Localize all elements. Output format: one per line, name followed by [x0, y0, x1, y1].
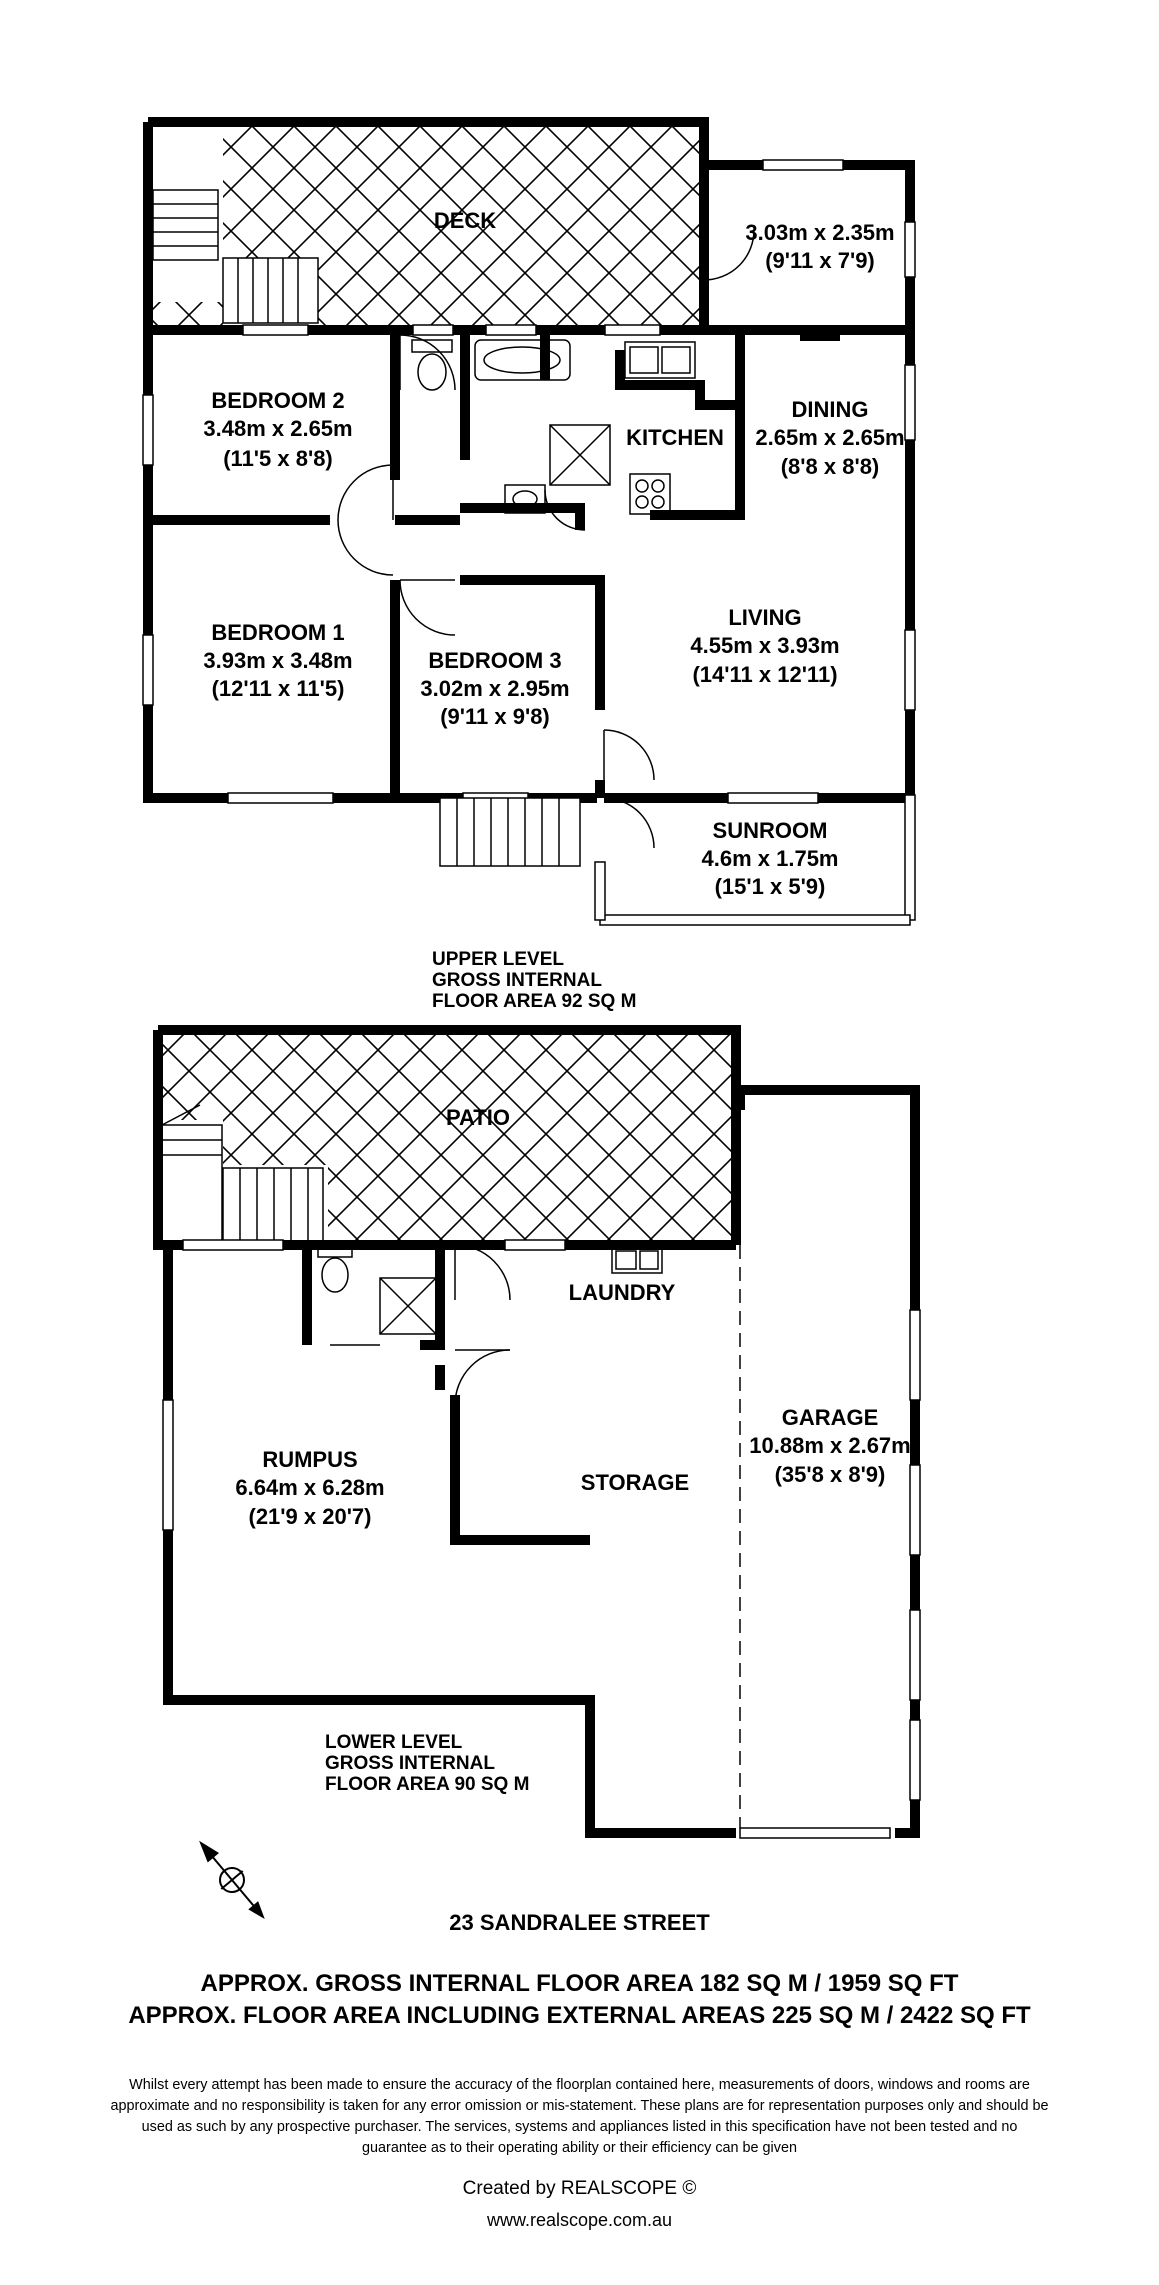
- storage-label: STORAGE: [580, 1470, 690, 1495]
- bedroom1-name: BEDROOM 1: [211, 620, 345, 645]
- bedroom2-dims: 3.48m x 2.65m: [203, 416, 353, 441]
- dining-name: DINING: [791, 397, 869, 422]
- room-top-right-dims: 3.03m x 2.35m: [745, 220, 895, 245]
- bedroom3-dims: 3.02m x 2.95m: [420, 676, 570, 701]
- bedroom2-imperial: (11'5 x 8'8): [223, 446, 333, 471]
- total-external-area: APPROX. FLOOR AREA INCLUDING EXTERNAL AREAS 225 SQ M / 2422 SQ FT: [128, 2002, 1031, 2029]
- lower-area-line1: LOWER LEVEL: [325, 1732, 463, 1753]
- dining-imperial: (8'8 x 8'8): [780, 454, 880, 479]
- living-imperial: (14'11 x 12'11): [692, 662, 838, 687]
- laundry-label: LAUNDRY: [568, 1280, 676, 1305]
- sunroom-name: SUNROOM: [712, 818, 828, 843]
- rumpus-imperial: (21'9 x 20'7): [248, 1504, 372, 1529]
- disclaimer-line: Whilst every attempt has been made to ensure the accuracy of the floorplan contained here, measurements of doors, windows and rooms are: [129, 2077, 1030, 2093]
- sunroom-dims: 4.6m x 1.75m: [701, 846, 839, 871]
- website-link[interactable]: www.realscope.com.au: [486, 2210, 673, 2230]
- address: 23 SANDRALEE STREET: [449, 1910, 710, 1935]
- disclaimer-line: used as such by any prospective purchaser. The services, systems and appliances listed in this specification have not been tested and no: [141, 2119, 1018, 2135]
- credit: Created by REALSCOPE ©: [462, 2178, 697, 2199]
- lower-level: [158, 1030, 920, 1838]
- bedroom3-imperial: (9'11 x 9'8): [440, 704, 550, 729]
- disclaimer: [0, 2075, 1159, 2159]
- deck-label: DECK: [433, 208, 497, 233]
- upper-area-line2: GROSS INTERNAL: [432, 970, 602, 991]
- living-dims: 4.55m x 3.93m: [690, 633, 840, 658]
- patio-label: PATIO: [446, 1105, 510, 1130]
- bedroom1-dims: 3.93m x 3.48m: [203, 648, 353, 673]
- upper-area-line1: UPPER LEVEL: [432, 949, 564, 970]
- bathtub: [475, 340, 570, 380]
- garage-name: GARAGE: [781, 1405, 879, 1430]
- disclaimer-line: approximate and no responsibility is taken for any error omission or mis-statement. These plans are for representation purposes only and should be: [110, 2098, 1049, 2114]
- lower-area-line2: GROSS INTERNAL: [325, 1753, 495, 1774]
- kitchen-label: KITCHEN: [626, 425, 724, 450]
- rumpus-name: RUMPUS: [262, 1447, 358, 1472]
- lower-area-line3: FLOOR AREA 90 SQ M: [325, 1774, 530, 1795]
- entry-stairs: [440, 798, 580, 866]
- bedroom3-name: BEDROOM 3: [428, 648, 562, 673]
- bedroom2-name: BEDROOM 2: [211, 388, 345, 413]
- total-internal-area: APPROX. GROSS INTERNAL FLOOR AREA 182 SQ M / 1959 SQ FT: [200, 1970, 959, 1997]
- disclaimer-line: guarantee as to their operating ability or their efficiency can be given: [362, 2140, 797, 2156]
- bedroom1-imperial: (12'11 x 11'5): [211, 676, 345, 701]
- cooktop: [630, 474, 670, 514]
- garage-imperial: (35'8 x 8'9): [774, 1462, 886, 1487]
- sunroom-imperial: (15'1 x 5'9): [714, 874, 826, 899]
- rumpus-dims: 6.64m x 6.28m: [235, 1475, 385, 1500]
- upper-area-line3: FLOOR AREA 92 SQ M: [432, 991, 637, 1012]
- living-name: LIVING: [728, 605, 802, 630]
- dining-dims: 2.65m x 2.65m: [755, 425, 905, 450]
- lower-doors: [330, 1245, 510, 1405]
- garage-dims: 10.88m x 2.67m: [749, 1433, 911, 1458]
- room-top-right-imperial: (9'11 x 7'9): [765, 248, 875, 273]
- upper-level: [143, 122, 915, 1012]
